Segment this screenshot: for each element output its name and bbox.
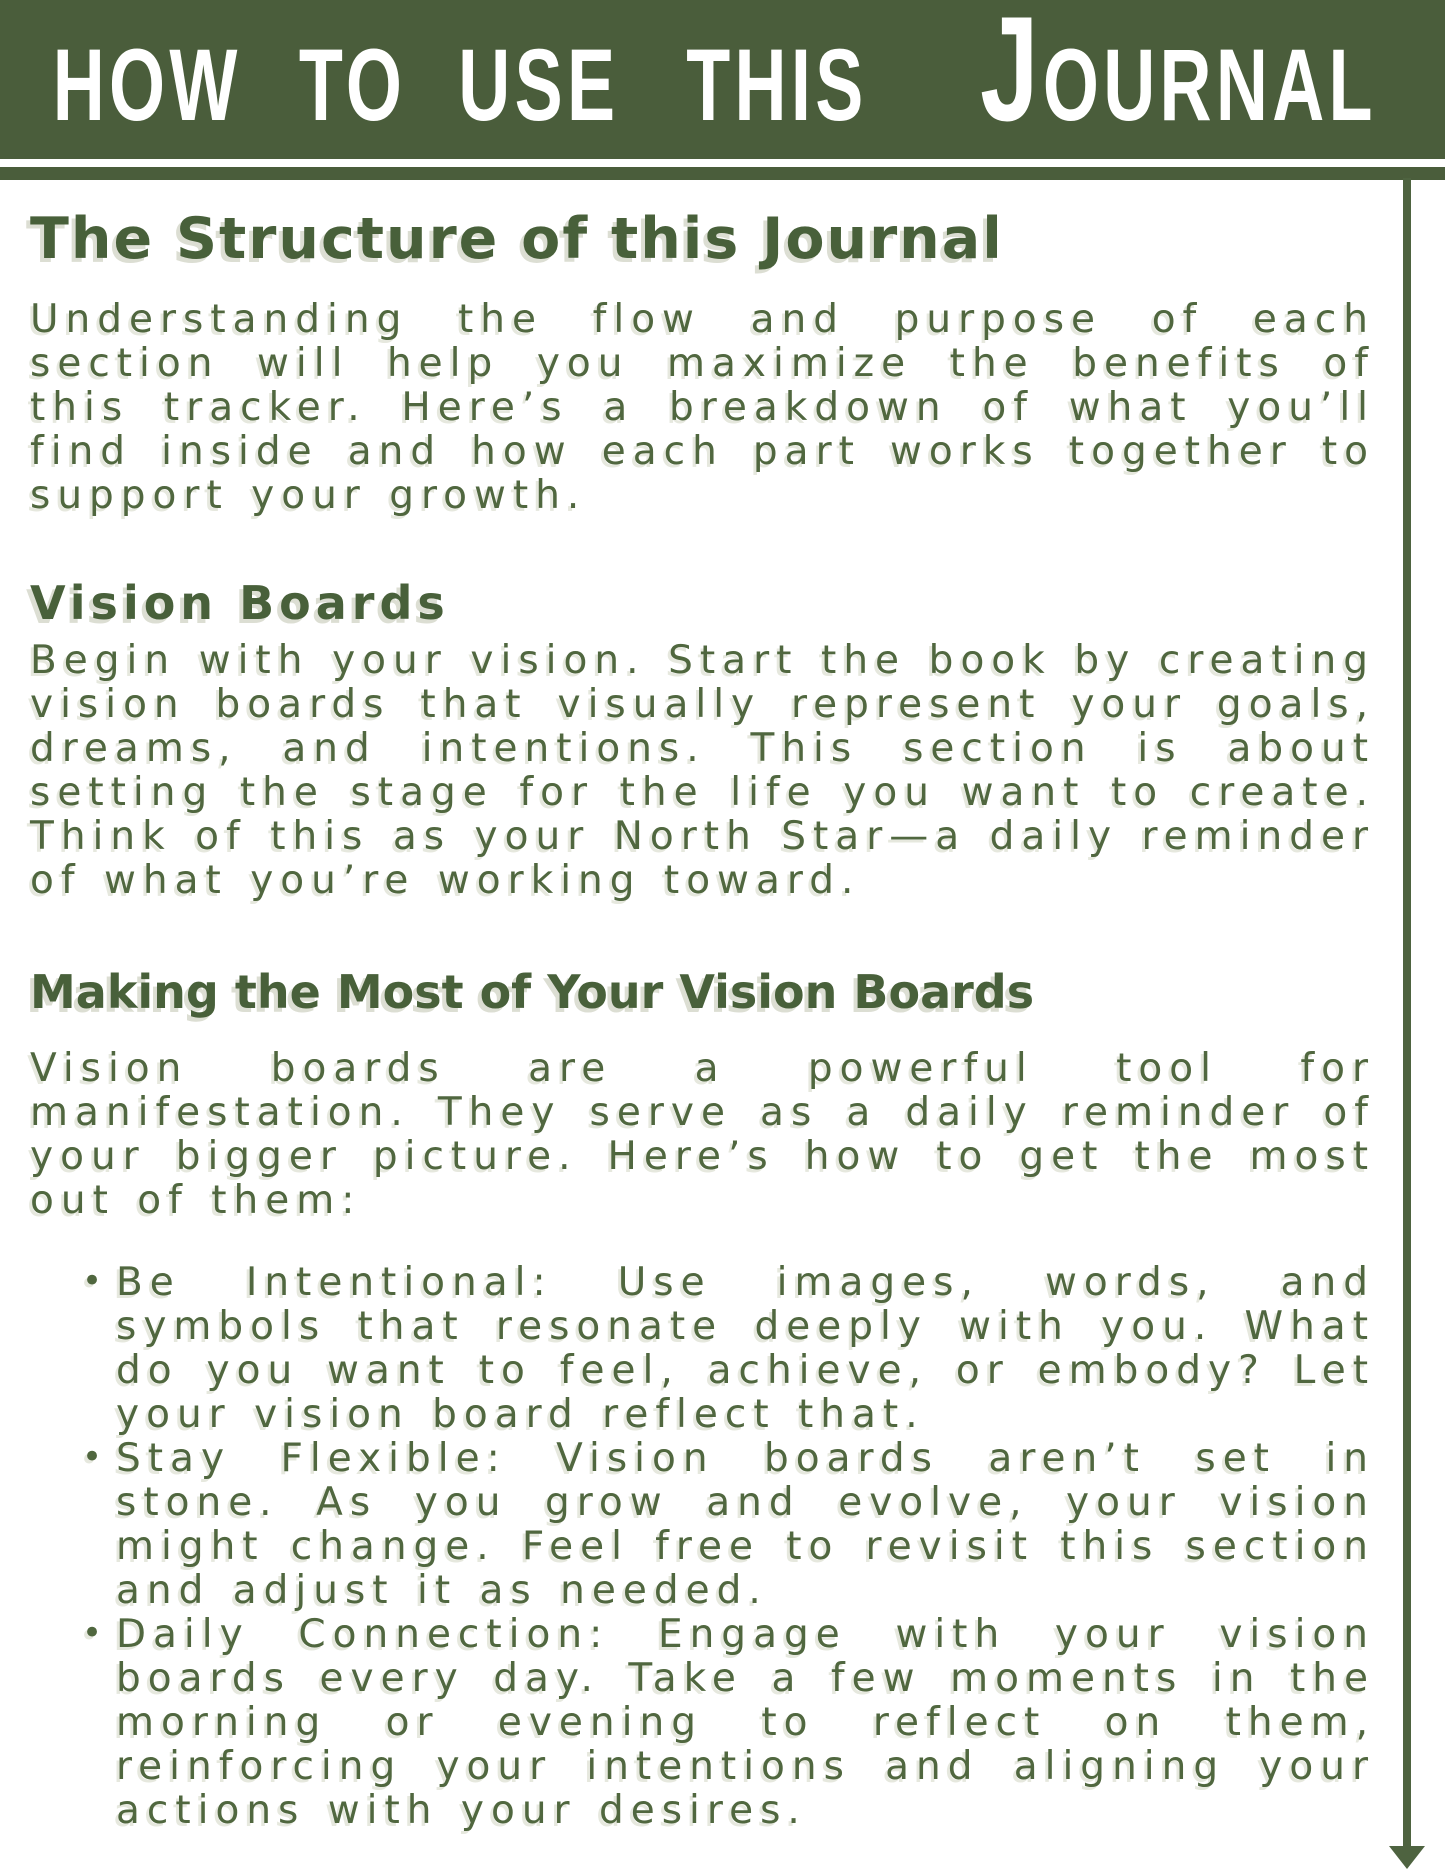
banner-separator-white [0,159,1445,167]
section-heading-making-the-most: Making the Most of Your Vision Boards [30,965,1035,1020]
page-title-word-journal [980,0,1377,155]
section-heading-structure: The Structure of this Journal [30,206,1004,272]
page-banner [0,0,1445,159]
journal-initial-letter: J [980,0,1043,152]
journal-rest-letters: OURNAL [1042,28,1377,143]
paragraph-structure: Understanding the flow and purpose of each section will help you maximize the benefits of this tracker. Here’s a breakdown of what you’ll find inside and how each part works together to support your growth. [30,296,1375,518]
page-title-word: HOW [52,28,242,143]
page-title-word: TO [299,28,407,143]
banner-separator-green [0,167,1445,180]
list-item: • Daily Connection: Engage with your vision boards every day. Take a few moments in the morning or evening to reflect on them, reinforcing your intentions and aligning your actions with your desires. [116,1613,1375,1833]
down-arrow-icon [1389,1846,1425,1869]
page-title [0,0,1445,154]
text-column [30,208,1375,1833]
paragraph-vision-boards: Begin with your vision. Start the book by creating vision boards that visually represent your goals, dreams, and intentions. This section is about setting the stage for the life you want to create. Think of this as your North Star—a daily reminder of what you’re working toward. [30,638,1375,904]
page-title-word: USE [458,28,620,143]
section-heading-vision-boards: Vision Boards [30,575,450,630]
page-content [0,180,1445,1833]
vision-board-tips-list [30,1261,1375,1833]
list-item: • Be Intentional: Use images, words, and symbols that resonate deeply with you. What do you want to feel, achieve, or embody? Let your vision board reflect that. [116,1261,1375,1437]
page-title-word: THIS [686,28,868,143]
list-item: • Stay Flexible: Vision boards aren’t set in stone. As you grow and evolve, your vision might change. Feel free to revisit this section and adjust it as needed. [116,1437,1375,1613]
paragraph-making-the-most: Vision boards are a powerful tool for manifestation. They serve as a daily reminder of your bigger picture. Here’s how to get the most out of them: [30,1045,1375,1223]
